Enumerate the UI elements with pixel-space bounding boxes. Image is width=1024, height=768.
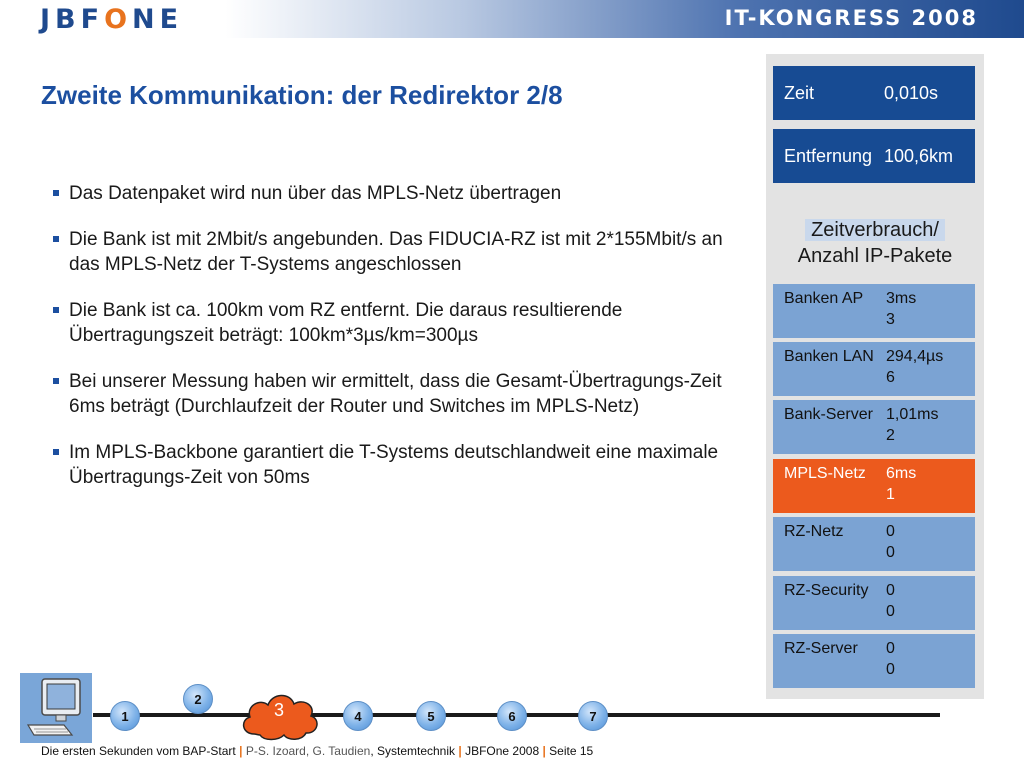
timeline-step-5: 5 (416, 701, 446, 731)
bullet-item: Die Bank ist ca. 100km vom RZ entfernt. Die daraus resultierende Übertragungszeit beträgt: 100km*3µs/km=300µs (52, 298, 752, 348)
header-banner (0, 0, 1024, 38)
sidebar-heading: Zeitverbrauch/ Anzahl IP-Pakete (797, 219, 953, 267)
footer-page: Seite 15 (549, 744, 594, 758)
stat-card-rz-netz: RZ-Netz 0 0 (773, 517, 975, 571)
computer-icon (20, 673, 92, 743)
bullet-item: Die Bank ist mit 2Mbit/s angebunden. Das FIDUCIA-RZ ist mit 2*155Mbit/s an das MPLS-Netz der T-Systems angeschlossen (52, 227, 752, 277)
stat-card-rz-server: RZ-Server 0 0 (773, 634, 975, 688)
timeline-step-6: 6 (497, 701, 527, 731)
bullet-item: Das Datenpaket wird nun über das MPLS-Netz übertragen (52, 181, 752, 206)
distance-label: Entfernung (784, 145, 873, 166)
footer-department: , Systemtechnik (370, 744, 456, 758)
timeline-step-1: 1 (110, 701, 140, 731)
current-step-label: 3 (273, 700, 284, 720)
distance-value: 100,6km (884, 145, 954, 166)
page-title: Zweite Kommunikation: der Redirektor 2/8 (41, 80, 563, 110)
bullet-list (52, 181, 752, 511)
bullet-item: Im MPLS-Backbone garantiert die T-Systems deutschlandweit eine maximale Übertragungs-Zeit von 50ms (52, 440, 752, 490)
stat-card-rz-security: RZ-Security 0 0 (773, 576, 975, 630)
jbfone-logo: JBFONE (40, 4, 184, 35)
stat-card-banken-lan: Banken LAN 294,4µs 6 (773, 342, 975, 396)
stat-card-mpls-netz: MPLS-Netz 6ms 1 (773, 459, 975, 513)
time-metric (773, 66, 975, 120)
timeline-step-2: 2 (183, 684, 213, 714)
stat-card-banken-ap: Banken AP 3ms 3 (773, 284, 975, 338)
timeline-step-7: 7 (578, 701, 608, 731)
footer-talk: Die ersten Sekunden vom BAP-Start (41, 744, 236, 758)
time-value: 0,010s (884, 82, 939, 103)
bullet-item: Bei unserer Messung haben wir ermittelt, dass die Gesamt-Übertragungs-Zeit 6ms beträgt (Durchlaufzeit der Router und Switches im MPLS-Netz) (52, 369, 752, 419)
footer-event: JBFOne 2008 (465, 744, 540, 758)
event-title: IT-KONGRESS 2008 (724, 6, 978, 30)
timeline-step-4: 4 (343, 701, 373, 731)
time-label: Zeit (784, 82, 815, 103)
metrics-sidebar (766, 54, 984, 699)
distance-metric (773, 129, 975, 183)
footer-authors: P-S. Izoard, G. Taudien (245, 744, 371, 758)
stat-card-bank-server: Bank-Server 1,01ms 2 (773, 400, 975, 454)
footer: Die ersten Sekunden vom BAP-Start | P-S. Izoard, G. Taudien, Systemtechnik | JBFOne 2008 | Seite 15 (41, 744, 594, 758)
